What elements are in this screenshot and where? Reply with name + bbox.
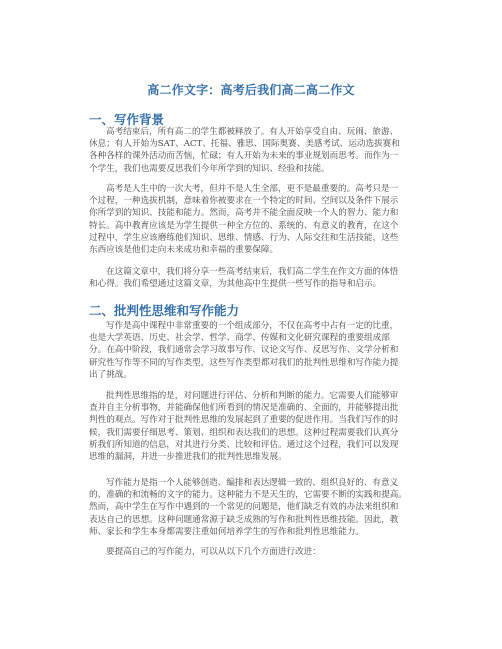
paragraph-background-3 xyxy=(89,266,415,290)
text-line: 写作能力是指一个人能够创造、编排和表达逻辑一致的、组织良好的、有意义 xyxy=(106,478,399,488)
text-line: 过程中，学生应该磨练他们知识、思维、情感、行为、人际交往和生活技能，这些 xyxy=(89,232,399,243)
text-line: 写作是高中课程中非常重要的一个组成部分，不仅在高考中占有一定的比重， xyxy=(106,321,399,331)
text-line: 查并自主分析事物，并能确保他们所看到的情况是准确的、全面的，并能够提出批 xyxy=(89,403,399,414)
text-line: 你所学到的知识、技能和能力。然而，高考并不能全面反映一个人的智力、能力和 xyxy=(89,208,399,219)
text-line: 在这篇文章中，我们将分享一些高考结束后，我们高二学生在作文方面的体悟 xyxy=(106,267,399,277)
paragraph-critical-thinking-2 xyxy=(89,390,415,463)
section-heading-background: 一、写作背景 xyxy=(89,112,165,127)
text-line: 思维的漏洞，并进一步推进我们的批判性思维发展。 xyxy=(89,452,287,463)
text-line: 特长。高中教育应该是为学生提供一种全方位的、系统的、有意义的教育，在这个 xyxy=(89,220,399,231)
text-line: 批判性思维指的是，对问题进行评估、分析和判断的能力。它需要人们能够审 xyxy=(106,391,399,401)
text-line: 个学生，我们也需要反思我们今年所学到的知识、经验和技能。 xyxy=(89,163,330,174)
section-heading-critical-thinking: 二、批判性思维和写作能力 xyxy=(89,303,240,318)
text-line: 判性的观点。写作对于批判性思维的发展起到了重要的促进作用。当我们写作的时 xyxy=(89,415,399,426)
paragraph-critical-thinking-4 xyxy=(89,546,415,558)
text-line: 东西应该是他们走向未来成功和幸福的重要保障。 xyxy=(89,245,279,256)
text-line: 分。在高中阶段，我们通常会学习故事写作、议论文写作、反思写作、文学分析和 xyxy=(89,345,399,356)
text-line: 然而，高中学生在写作中遇到的一个常见的问题是，他们缺乏有效的办法来组织和 xyxy=(89,502,399,513)
text-line: 和心得。我们希望通过这篇文章，为其他高中生提供一些写作的指导和启示。 xyxy=(89,279,382,290)
text-line: 也是大学英语、历史、社会学、哲学、商学、传媒和文化研究课程的重要组成部 xyxy=(89,333,390,344)
document-title: 高二作文字：高考后我们高二高二作文 xyxy=(147,83,355,97)
text-line: 各种各样的课外活动而苦恼，忙碌；有人开始为未来的事业规划而思考。而作为一 xyxy=(89,151,399,162)
text-line: 研究性写作等不同的写作类型，这些写作类型都对我们的批判性思维和写作能力提 xyxy=(89,357,399,368)
text-line: 表达自己的思想。这种问题通常源于缺乏成熟的写作和批判性思维技能。因此，教 xyxy=(89,514,399,525)
text-line: 师、家长和学生本身都需要注重如何培养学生的写作和批判性思维能力。 xyxy=(89,526,365,537)
text-line: 高考是人生中的一次大考，但并不是人生全部，更不是最重要的。高考只是一 xyxy=(106,184,399,194)
text-line: 高考结束后，所有高二的学生都被释放了。有人开始享受自由、玩闹、旅游、 xyxy=(106,127,399,137)
text-line: 休息；有人开始为SAT、ACT、托福、雅思、国际奥赛、美感考试、运动选拔赛和 xyxy=(89,139,400,150)
text-line: 要提高自己的写作能力，可以从以下几个方面进行改进： xyxy=(106,547,321,557)
text-line: 个过程，一种选拔机制，意味着你被要求在一个特定的时间、空间以及条件下展示 xyxy=(89,196,399,207)
text-line: 的、准确的和流畅的文字的能力。这种能力不是天生的，它需要不断的实践和提高。 xyxy=(89,490,407,501)
text-line: 候，我们需要仔细思考、策划、组织和表达我们的思想。这种过程需要我们认真分 xyxy=(89,427,399,438)
paragraph-critical-thinking-3 xyxy=(89,477,415,538)
paragraph-background-2 xyxy=(89,183,415,256)
paragraph-critical-thinking-1 xyxy=(89,320,415,381)
text-line: 出了挑战。 xyxy=(89,369,132,380)
text-line: 析我们所知道的信息，对其进行分类、比较和评估。通过这个过程，我们可以发现 xyxy=(89,439,399,450)
paragraph-background-1 xyxy=(89,126,415,175)
